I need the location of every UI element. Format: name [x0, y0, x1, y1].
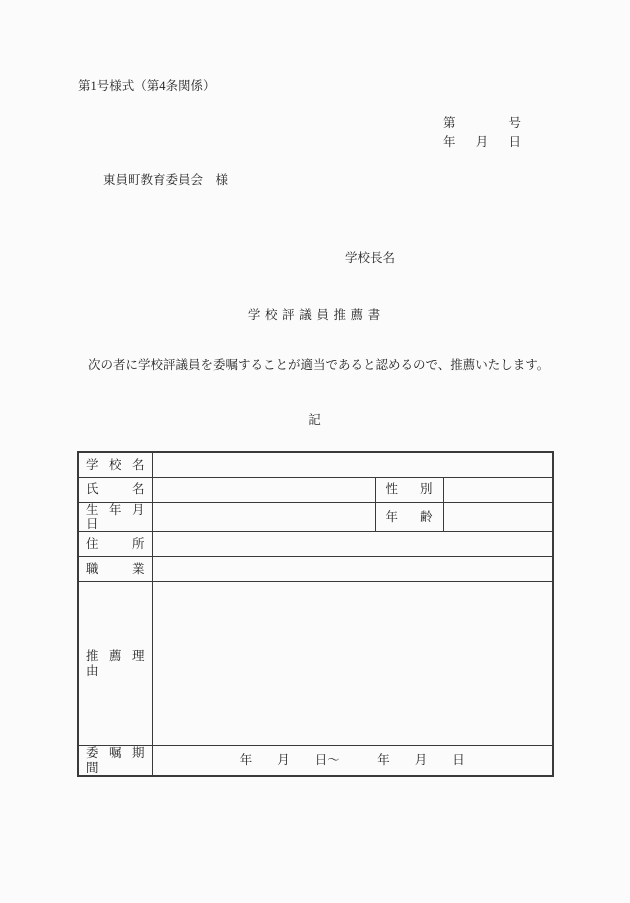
row-name — [78, 477, 553, 502]
document-title: 学 校 評 議 員 推 薦 書 — [247, 308, 382, 322]
age-value-cell[interactable] — [443, 502, 553, 532]
row-address — [78, 532, 553, 557]
name-value-cell[interactable] — [152, 477, 375, 502]
name-label-cell — [78, 477, 152, 502]
address-label: 住 所 — [86, 537, 145, 552]
reason-label-cell — [78, 582, 152, 746]
row-school-name — [78, 452, 553, 477]
name-label: 氏 名 — [86, 482, 145, 497]
gender-label-cell — [375, 477, 443, 502]
row-term — [78, 746, 553, 776]
occupation-label: 職 業 — [86, 562, 145, 577]
school-name-label: 学 校 名 — [86, 457, 145, 472]
addressee-line: 東員町教育委員会 様 — [103, 173, 229, 187]
occupation-label-cell — [78, 557, 152, 582]
term-label: 委 嘱 期 間 — [86, 746, 145, 775]
school-name-value-cell[interactable] — [152, 452, 553, 477]
school-name-label-cell — [78, 452, 152, 477]
row-reason — [78, 582, 553, 746]
gender-label: 性 別 — [385, 482, 433, 497]
gender-value-cell[interactable] — [443, 477, 553, 502]
occupation-value-cell[interactable] — [152, 557, 553, 582]
birthdate-value-cell[interactable] — [152, 502, 375, 532]
row-birthdate — [78, 502, 553, 532]
row-occupation — [78, 557, 553, 582]
body-text: 次の者に学校評議員を委嘱することが適当であると認めるので、推薦いたします。 — [88, 358, 550, 372]
term-value-cell[interactable]: 年 月 日～ 年 月 日 — [152, 746, 553, 776]
address-label-cell — [78, 532, 152, 557]
doc-date-line: 年 月 日 — [443, 135, 521, 149]
age-label-cell — [375, 502, 443, 532]
reason-value-cell[interactable] — [152, 582, 553, 746]
doc-meta-block — [443, 116, 521, 154]
birthdate-label-cell — [78, 502, 152, 532]
doc-number-line: 第 号 — [443, 116, 521, 130]
age-label: 年 齢 — [385, 509, 433, 524]
reason-label: 推 薦 理 由 — [86, 649, 145, 678]
principal-name-line: 学校長名 — [345, 251, 396, 265]
form-number-label: 第1号様式（第4条関係） — [78, 79, 216, 93]
recommendation-table — [77, 451, 554, 777]
address-value-cell[interactable] — [152, 532, 553, 557]
term-label-cell — [78, 746, 152, 776]
section-marker: 記 — [308, 413, 321, 427]
birthdate-label: 生 年 月 日 — [86, 502, 145, 531]
